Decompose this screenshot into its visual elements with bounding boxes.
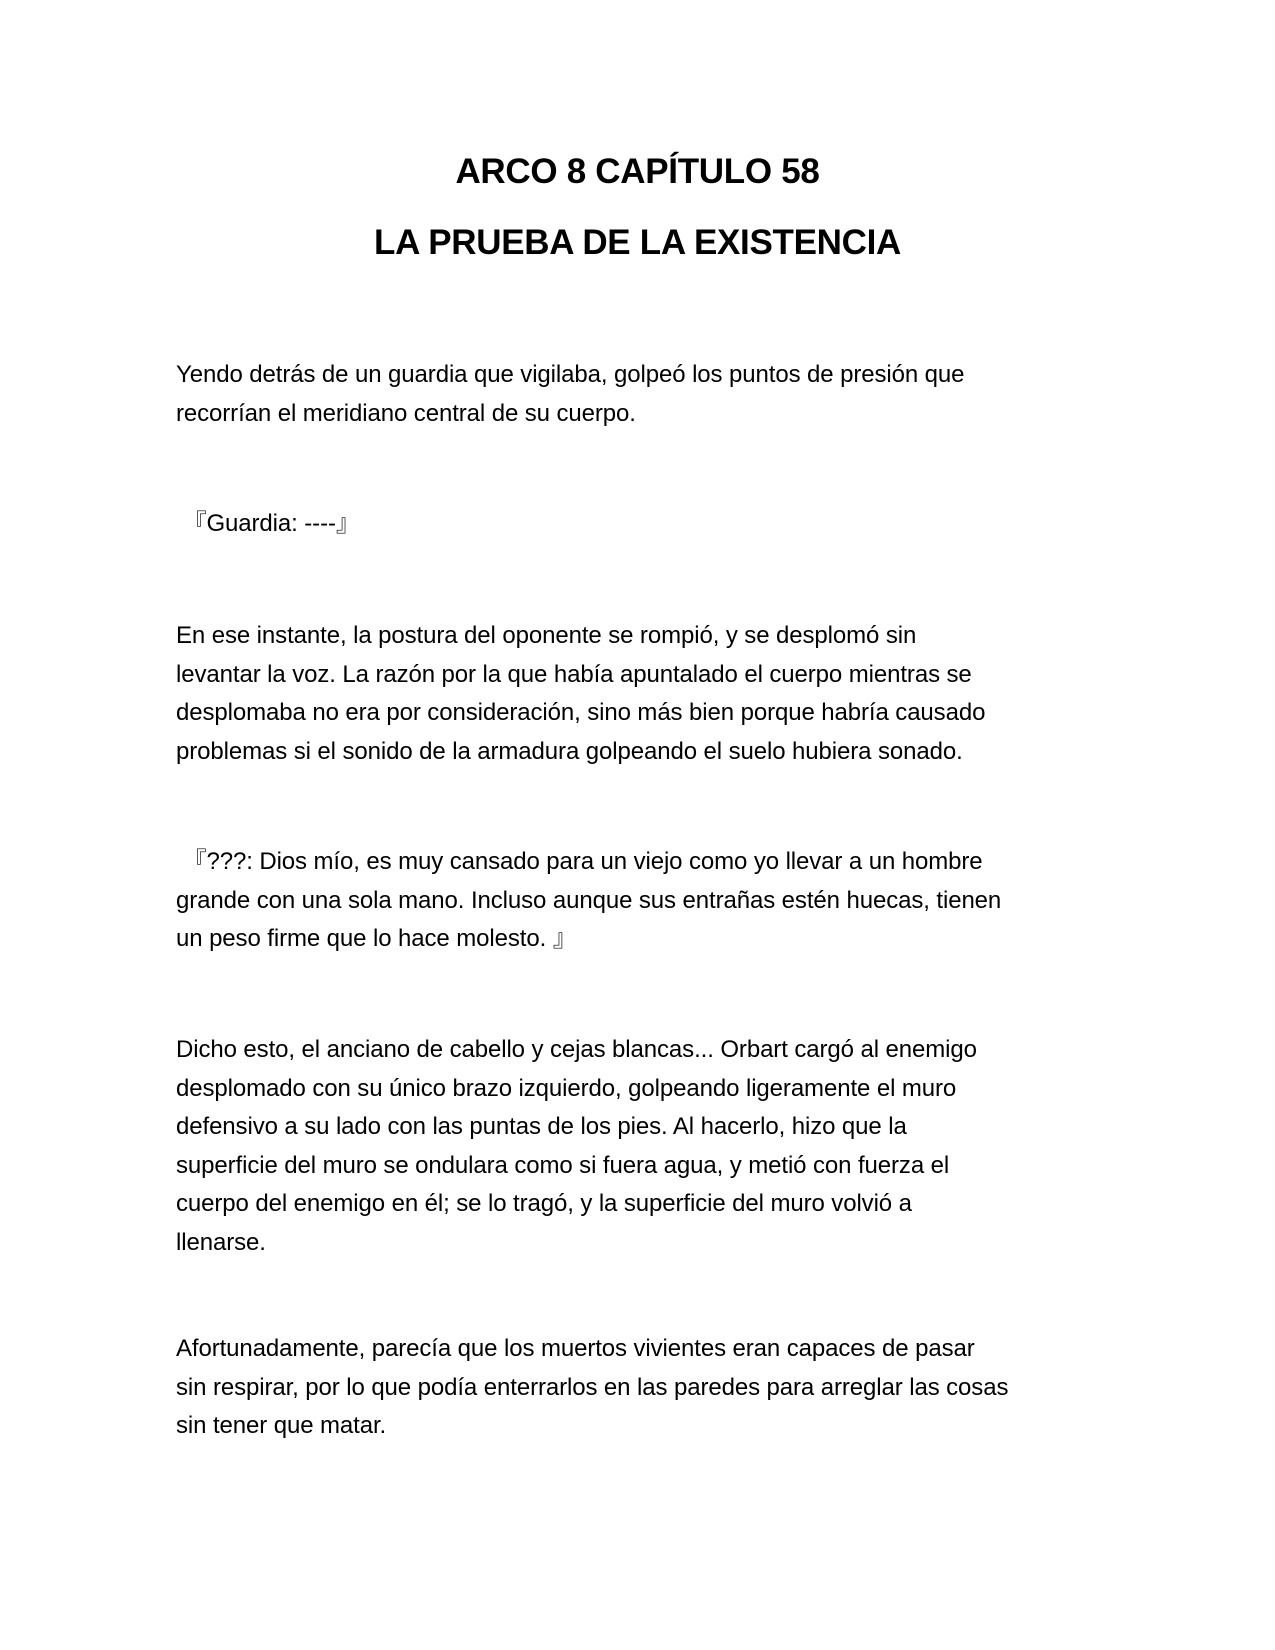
text-line: 『???: Dios mío, es muy cansado para un viejo como yo llevar a un hombre [176,848,983,875]
text-line: desplomaba no era por consideración, sino más bien porque habría causado [176,699,986,726]
text-line: En ese instante, la postura del oponente se rompió, y se desplomó sin [176,622,917,649]
paragraph [176,356,1111,433]
text-line: Yendo detrás de un guardia que vigilaba, golpeó los puntos de presión que [176,361,965,388]
dialogue-paragraph [176,843,1111,959]
text-line: problemas si el sonido de la armadura golpeando el suelo hubiera sonado. [176,737,963,765]
paragraph [176,1031,1111,1262]
chapter-title: ARCO 8 CAPÍTULO 58 [455,152,820,191]
text-line: cuerpo del enemigo en él; se lo tragó, y la superficie del muro volvió a [176,1190,912,1217]
dialogue-line [176,505,1111,544]
text-line: Afortunadamente, parecía que los muertos vivientes eran capaces de pasar [176,1335,975,1362]
text-line: un peso firme que lo hace molesto. 』 [176,925,577,952]
chapter-subtitle: LA PRUEBA DE LA EXISTENCIA [374,223,901,262]
text-line: levantar la voz. La razón por la que había apuntalado el cuerpo mientras se [176,660,972,688]
text-line: desplomado con su único brazo izquierdo, golpeando ligeramente el muro [176,1074,957,1102]
text-line: sin respirar, por lo que podía enterrarlos en las paredes para arreglar las cosas [176,1373,1009,1401]
text-line: superficie del muro se ondulara como si fuera agua, y metió con fuerza el [176,1151,950,1179]
paragraph [176,617,1111,771]
text-line: Dicho esto, el anciano de cabello y cejas blancas... Orbart cargó al enemigo [176,1036,977,1063]
text-line: defensivo a su lado con las puntas de los pies. Al hacerlo, hizo que la [176,1113,907,1140]
text-line: llenarse. [176,1228,266,1256]
text-line: grande con una sola mano. Incluso aunque sus entrañas estén huecas, tienen [176,886,1002,914]
text-line: sin tener que matar. [176,1412,387,1439]
text-line: 『Guardia: ----』 [176,510,360,537]
paragraph [176,1330,1111,1446]
text-line: recorrían el meridiano central de su cuerpo. [176,399,636,427]
